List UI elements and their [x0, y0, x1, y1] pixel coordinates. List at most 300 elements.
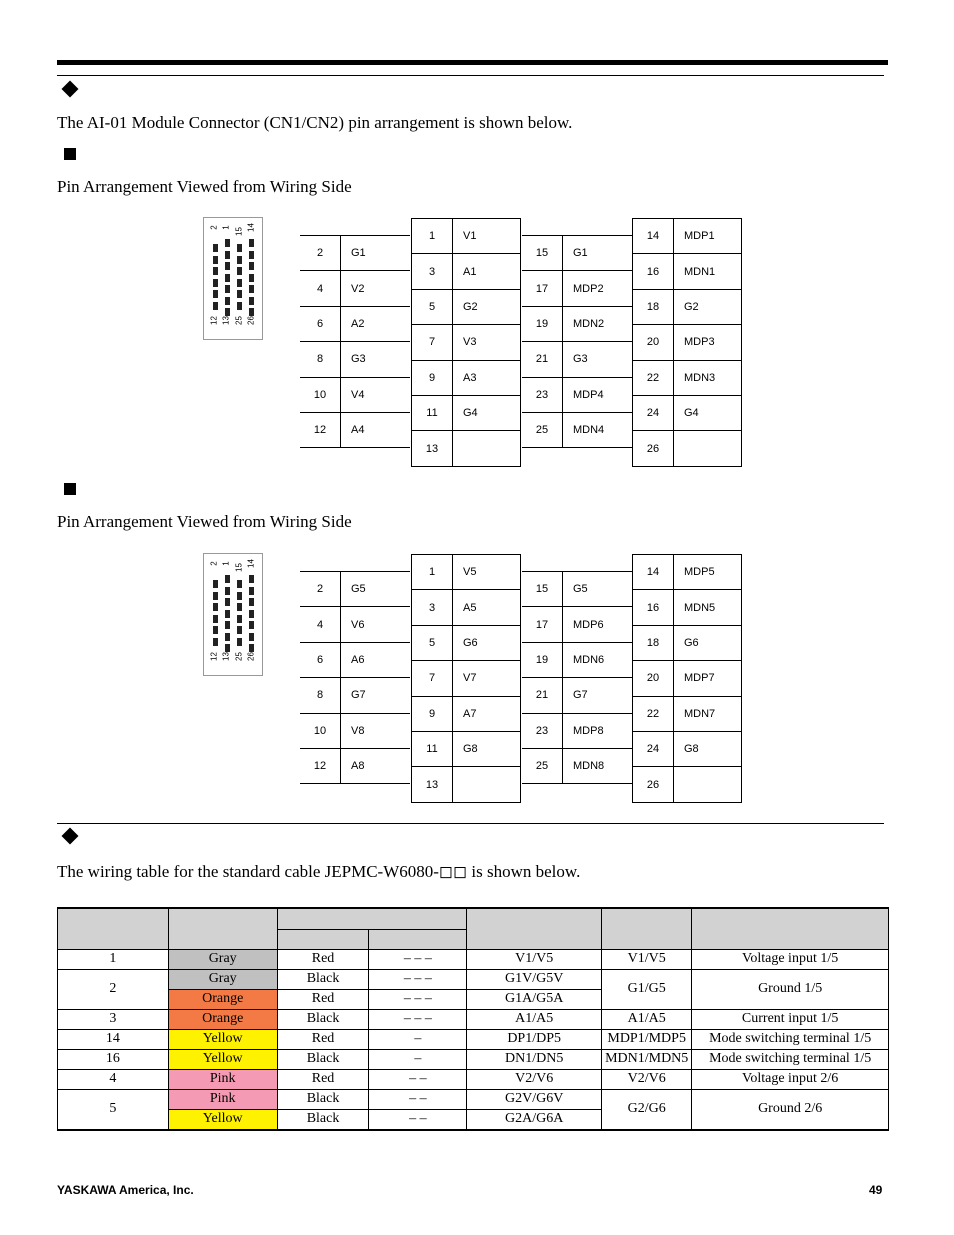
connector-pin-label: 26 [246, 652, 256, 661]
cable-signal-cell: A1/A5 [467, 1009, 602, 1029]
pin-signal: MDN5 [674, 590, 742, 625]
pin-number: 6 [300, 306, 341, 341]
pin-row [412, 431, 521, 466]
pin-number: 16 [633, 590, 674, 625]
pin-number: 13 [412, 767, 453, 802]
connector-pin [237, 302, 242, 310]
cable-signal-cell: DP1/DP5 [467, 1029, 602, 1049]
connector-pin-label: 2 [209, 561, 219, 566]
pin-number: 18 [633, 289, 674, 324]
pin-signal: MDN8 [563, 748, 633, 783]
connector-pin [249, 297, 254, 305]
pin-signal: G8 [674, 731, 742, 766]
connector-pin-label: 15 [234, 227, 244, 236]
pin-signal: MDN2 [563, 306, 633, 341]
pin-number: 22 [633, 696, 674, 731]
signal-name-cell: MDN1/MDN5 [602, 1049, 692, 1069]
connector-pin-label: 13 [221, 316, 231, 325]
cable-signal-cell: G2V/G6V [467, 1089, 602, 1109]
pin-row [633, 395, 742, 430]
header-cell [58, 908, 169, 949]
wiring-row [58, 1029, 889, 1049]
top-thick-rule [57, 60, 888, 65]
pin-number: 21 [522, 678, 563, 713]
pin-signal: V3 [453, 325, 521, 360]
connector-pin [225, 587, 230, 595]
wiring-row [58, 1089, 889, 1109]
mark-color-cell: Black [277, 1009, 369, 1029]
connector-pin-label: 12 [209, 316, 219, 325]
header-cell [168, 908, 277, 949]
pin-signal: G8 [453, 731, 521, 766]
cn1-square-icon [64, 148, 76, 160]
connector-pin [237, 603, 242, 611]
pin-row [300, 678, 410, 713]
pin-number: 1 [412, 555, 453, 590]
wire-color-cell: Pink [168, 1069, 277, 1089]
pin-signal: A1 [453, 254, 521, 289]
pin-number: 21 [522, 342, 563, 377]
connector-pin [249, 274, 254, 282]
pin-row [522, 306, 632, 341]
pin-signal: MDN7 [674, 696, 742, 731]
pin-row [300, 306, 410, 341]
connector-pin-label: 12 [209, 652, 219, 661]
description-cell: Ground 1/5 [692, 969, 889, 1009]
pin-signal: A2 [341, 306, 411, 341]
pin-column [300, 571, 410, 784]
pin-number: 3 [412, 254, 453, 289]
pin-number: 15 [522, 572, 563, 607]
connector-pin [213, 580, 218, 588]
mark-dots-cell: – – [369, 1069, 467, 1089]
pin-signal: G3 [563, 342, 633, 377]
pin-row [300, 642, 410, 677]
mark-dots-cell: – – [369, 1089, 467, 1109]
pin-signal: V7 [453, 661, 521, 696]
pin-cell: 1 [58, 949, 169, 969]
signal-name-cell: V2/V6 [602, 1069, 692, 1089]
pin-row [300, 713, 410, 748]
pin-row [633, 360, 742, 395]
pin-row [300, 412, 410, 447]
connector-pin [237, 256, 242, 264]
cable-signal-cell: G1A/G5A [467, 989, 602, 1009]
cable-section-rule [57, 823, 884, 824]
pin-number: 19 [522, 306, 563, 341]
wire-color-cell: Yellow [168, 1049, 277, 1069]
pin-row [633, 431, 742, 466]
pin-column [411, 554, 521, 803]
connector-pin [213, 603, 218, 611]
pin-signal: MDN3 [674, 360, 742, 395]
connector-pin [249, 621, 254, 629]
connector-pin-label: 14 [246, 223, 256, 232]
connector-pin [237, 290, 242, 298]
signal-name-cell: V1/V5 [602, 949, 692, 969]
cn1-pin-table [300, 218, 742, 466]
wiring-row [58, 1009, 889, 1029]
pin-row [412, 289, 521, 324]
pin-signal: V1 [453, 219, 521, 254]
mark-color-cell: Red [277, 989, 369, 1009]
pin-number: 26 [633, 431, 674, 466]
pin-number: 19 [522, 642, 563, 677]
pin-signal: G7 [563, 678, 633, 713]
pin-signal [674, 431, 742, 466]
signal-name-cell: G2/G6 [602, 1089, 692, 1130]
pin-signal: MDN4 [563, 412, 633, 447]
pin-row [633, 731, 742, 766]
wire-color-cell: Yellow [168, 1029, 277, 1049]
mark-color-cell: Black [277, 1089, 369, 1109]
connector-pin [213, 592, 218, 600]
pin-signal [453, 431, 521, 466]
pin-row [522, 607, 632, 642]
pin-number: 12 [300, 412, 341, 447]
pin-cell: 5 [58, 1089, 169, 1130]
mark-dots-cell: – – [369, 1109, 467, 1130]
connector-pin [249, 285, 254, 293]
pin-signal: MDN6 [563, 642, 633, 677]
pin-row [412, 767, 521, 802]
cable-diamond-icon [62, 828, 79, 845]
pin-number: 14 [633, 555, 674, 590]
mark-color-cell: Black [277, 1049, 369, 1069]
pin-signal: G6 [453, 625, 521, 660]
connector-pin-label: 2 [209, 225, 219, 230]
pin-row [412, 360, 521, 395]
wiring-table [57, 907, 889, 1131]
pin-row [300, 572, 410, 607]
pin-signal: MDP7 [674, 661, 742, 696]
description-cell: Mode switching terminal 1/5 [692, 1049, 889, 1069]
pin-signal: G5 [563, 572, 633, 607]
wiring-row [58, 1049, 889, 1069]
wiring-row [58, 969, 889, 989]
pin-number: 5 [412, 625, 453, 660]
pin-signal: V5 [453, 555, 521, 590]
pin-signal: MDP4 [563, 377, 633, 412]
pin-number: 20 [633, 661, 674, 696]
connector-pin [225, 644, 230, 652]
pin-signal [674, 767, 742, 802]
connector-pin [225, 297, 230, 305]
pin-signal: G2 [674, 289, 742, 324]
pin-signal: G4 [453, 395, 521, 430]
pin-signal: MDP1 [674, 219, 742, 254]
connector-pin-label: 14 [246, 559, 256, 568]
cable-signal-cell: V2/V6 [467, 1069, 602, 1089]
pin-number: 25 [522, 748, 563, 783]
pin-signal: MDN1 [674, 254, 742, 289]
connector-pin-label: 25 [234, 316, 244, 325]
cable-signal-cell: G1V/G5V [467, 969, 602, 989]
cn1-caption: Pin Arrangement Viewed from Wiring Side [57, 177, 352, 196]
connector-pin [237, 615, 242, 623]
pin-signal: MDP8 [563, 713, 633, 748]
connector-pin [225, 239, 230, 247]
pin-column [300, 235, 410, 448]
pin-column [632, 554, 742, 803]
pin-signal [453, 767, 521, 802]
connector-pin-label: 1 [221, 225, 231, 230]
connector-pin [249, 587, 254, 595]
pin-number: 4 [300, 607, 341, 642]
wire-color-cell: Orange [168, 1009, 277, 1029]
connector-pin [225, 610, 230, 618]
section-diamond-icon [62, 81, 79, 98]
pin-number: 18 [633, 625, 674, 660]
pin-number: 23 [522, 377, 563, 412]
header-cell [692, 908, 889, 949]
pin-row [522, 748, 632, 783]
connector-pin [213, 626, 218, 634]
pin-number: 7 [412, 325, 453, 360]
connector-pin [213, 279, 218, 287]
pin-signal: V6 [341, 607, 411, 642]
pin-row [412, 219, 521, 254]
pin-number: 6 [300, 642, 341, 677]
pin-row [300, 607, 410, 642]
connector-pin [237, 580, 242, 588]
description-cell: Voltage input 1/5 [692, 949, 889, 969]
pin-number: 16 [633, 254, 674, 289]
mark-color-cell: Red [277, 1029, 369, 1049]
wire-color-cell: Gray [168, 969, 277, 989]
pin-signal: G7 [341, 678, 411, 713]
cable-signal-cell: V1/V5 [467, 949, 602, 969]
pin-signal: G2 [453, 289, 521, 324]
connector-pin [213, 267, 218, 275]
pin-signal: V8 [341, 713, 411, 748]
pin-row [522, 377, 632, 412]
signal-name-cell: MDP1/MDP5 [602, 1029, 692, 1049]
pin-number: 13 [412, 431, 453, 466]
wire-color-cell: Gray [168, 949, 277, 969]
connector-pin [213, 638, 218, 646]
connector-pin [249, 575, 254, 583]
connector-pin-label: 1 [221, 561, 231, 566]
pin-row [633, 590, 742, 625]
header-cell [369, 929, 467, 949]
pin-number: 11 [412, 395, 453, 430]
cable-signal-cell: G2A/G6A [467, 1109, 602, 1130]
pin-signal: A8 [341, 748, 411, 783]
mark-dots-cell: – – – [369, 949, 467, 969]
pin-row [300, 377, 410, 412]
pin-signal: G1 [341, 236, 411, 271]
pin-signal: A5 [453, 590, 521, 625]
pin-signal: G1 [563, 236, 633, 271]
pin-number: 24 [633, 731, 674, 766]
pin-signal: G4 [674, 395, 742, 430]
header-cell [602, 908, 692, 949]
pin-row [633, 767, 742, 802]
pin-signal: G5 [341, 572, 411, 607]
cn2-pin-table [300, 554, 742, 802]
connector-pin [225, 285, 230, 293]
pin-signal: MDP5 [674, 555, 742, 590]
mark-dots-cell: – [369, 1029, 467, 1049]
pin-number: 9 [412, 696, 453, 731]
pin-signal: V4 [341, 377, 411, 412]
connector-pin [249, 308, 254, 316]
mark-dots-cell: – – – [369, 969, 467, 989]
mark-color-cell: Black [277, 969, 369, 989]
description-cell: Ground 2/6 [692, 1089, 889, 1130]
pin-row [522, 713, 632, 748]
pin-cell: 14 [58, 1029, 169, 1049]
footer-company: YASKAWA America, Inc. [57, 1183, 194, 1197]
pin-row [633, 219, 742, 254]
pin-row [633, 555, 742, 590]
connector-pin [213, 302, 218, 310]
connector-pin [237, 244, 242, 252]
cable-intro-text: The wiring table for the standard cable JEPMC-W6080-◻◻ is shown below. [57, 862, 581, 881]
pin-number: 8 [300, 678, 341, 713]
wiring-row [58, 1069, 889, 1089]
pin-row [522, 412, 632, 447]
connector-pin [237, 638, 242, 646]
cn2-caption: Pin Arrangement Viewed from Wiring Side [57, 512, 352, 531]
connector-pin [225, 633, 230, 641]
pin-signal: G6 [674, 625, 742, 660]
connector-pin-label: 15 [234, 563, 244, 572]
mark-color-cell: Red [277, 949, 369, 969]
connector-pin [225, 575, 230, 583]
header-cell [277, 929, 369, 949]
top-thin-rule [57, 75, 884, 76]
signal-name-cell: A1/A5 [602, 1009, 692, 1029]
pin-number: 22 [633, 360, 674, 395]
wiring-row [58, 949, 889, 969]
connector-pin [225, 308, 230, 316]
pin-number: 10 [300, 713, 341, 748]
pin-row [412, 254, 521, 289]
pin-number: 2 [300, 572, 341, 607]
cable-signal-cell: DN1/DN5 [467, 1049, 602, 1069]
cn2-connector-diagram [203, 553, 263, 676]
pin-column [522, 235, 632, 448]
header-cell [467, 908, 602, 949]
pin-number: 25 [522, 412, 563, 447]
mark-dots-cell: – [369, 1049, 467, 1069]
mark-dots-cell: – – – [369, 989, 467, 1009]
pin-row [522, 678, 632, 713]
pin-number: 7 [412, 661, 453, 696]
pin-row [300, 342, 410, 377]
connector-pin-label: 25 [234, 652, 244, 661]
pin-row [633, 661, 742, 696]
wire-color-cell: Yellow [168, 1109, 277, 1130]
connector-pin [237, 626, 242, 634]
pin-row [412, 731, 521, 766]
pin-number: 11 [412, 731, 453, 766]
pin-cell: 4 [58, 1069, 169, 1089]
pin-number: 9 [412, 360, 453, 395]
connector-pin [249, 633, 254, 641]
connector-pin [249, 610, 254, 618]
pin-number: 14 [633, 219, 674, 254]
connector-pin [249, 262, 254, 270]
connector-pin [225, 621, 230, 629]
pin-row [522, 572, 632, 607]
pin-number: 1 [412, 219, 453, 254]
pin-row [633, 696, 742, 731]
connector-pin [213, 290, 218, 298]
pin-row [522, 271, 632, 306]
pin-row [412, 395, 521, 430]
pin-number: 24 [633, 395, 674, 430]
connector-pin [249, 251, 254, 259]
pin-row [522, 342, 632, 377]
pin-number: 15 [522, 236, 563, 271]
pin-number: 12 [300, 748, 341, 783]
pin-row [633, 289, 742, 324]
pin-row [633, 254, 742, 289]
pin-row [633, 625, 742, 660]
description-cell: Current input 1/5 [692, 1009, 889, 1029]
pin-signal: V2 [341, 271, 411, 306]
pin-column [411, 218, 521, 467]
wire-color-cell: Pink [168, 1089, 277, 1109]
pin-number: 10 [300, 377, 341, 412]
mark-dots-cell: – – – [369, 1009, 467, 1029]
pin-number: 23 [522, 713, 563, 748]
connector-pin [225, 251, 230, 259]
pin-signal: A4 [341, 412, 411, 447]
connector-pin [225, 274, 230, 282]
pin-number: 17 [522, 271, 563, 306]
description-cell: Mode switching terminal 1/5 [692, 1029, 889, 1049]
pin-row [522, 236, 632, 271]
pin-cell: 2 [58, 969, 169, 1009]
pin-row [412, 696, 521, 731]
cn2-square-icon [64, 483, 76, 495]
mark-color-cell: Red [277, 1069, 369, 1089]
pin-row [412, 625, 521, 660]
signal-name-cell: G1/G5 [602, 969, 692, 1009]
pin-row [412, 555, 521, 590]
pin-row [300, 748, 410, 783]
pin-row [300, 236, 410, 271]
pin-signal: A6 [341, 642, 411, 677]
pin-signal: MDP6 [563, 607, 633, 642]
wire-color-cell: Orange [168, 989, 277, 1009]
connector-pin [237, 279, 242, 287]
connector-pin [249, 644, 254, 652]
connector-pin-label: 26 [246, 316, 256, 325]
pin-row [522, 642, 632, 677]
mark-color-cell: Black [277, 1109, 369, 1130]
pin-signal: A7 [453, 696, 521, 731]
pin-cell: 16 [58, 1049, 169, 1069]
connector-pin [213, 615, 218, 623]
pin-signal: G3 [341, 342, 411, 377]
header-cell [277, 908, 467, 929]
connector-pin [249, 239, 254, 247]
pin-row [412, 661, 521, 696]
connector-pin-label: 13 [221, 652, 231, 661]
intro-text: The AI-01 Module Connector (CN1/CN2) pin arrangement is shown below. [57, 113, 573, 132]
cn1-connector-diagram [203, 217, 263, 340]
connector-pin [213, 244, 218, 252]
connector-pin [237, 592, 242, 600]
pin-number: 20 [633, 325, 674, 360]
pin-signal: A3 [453, 360, 521, 395]
pin-column [632, 218, 742, 467]
